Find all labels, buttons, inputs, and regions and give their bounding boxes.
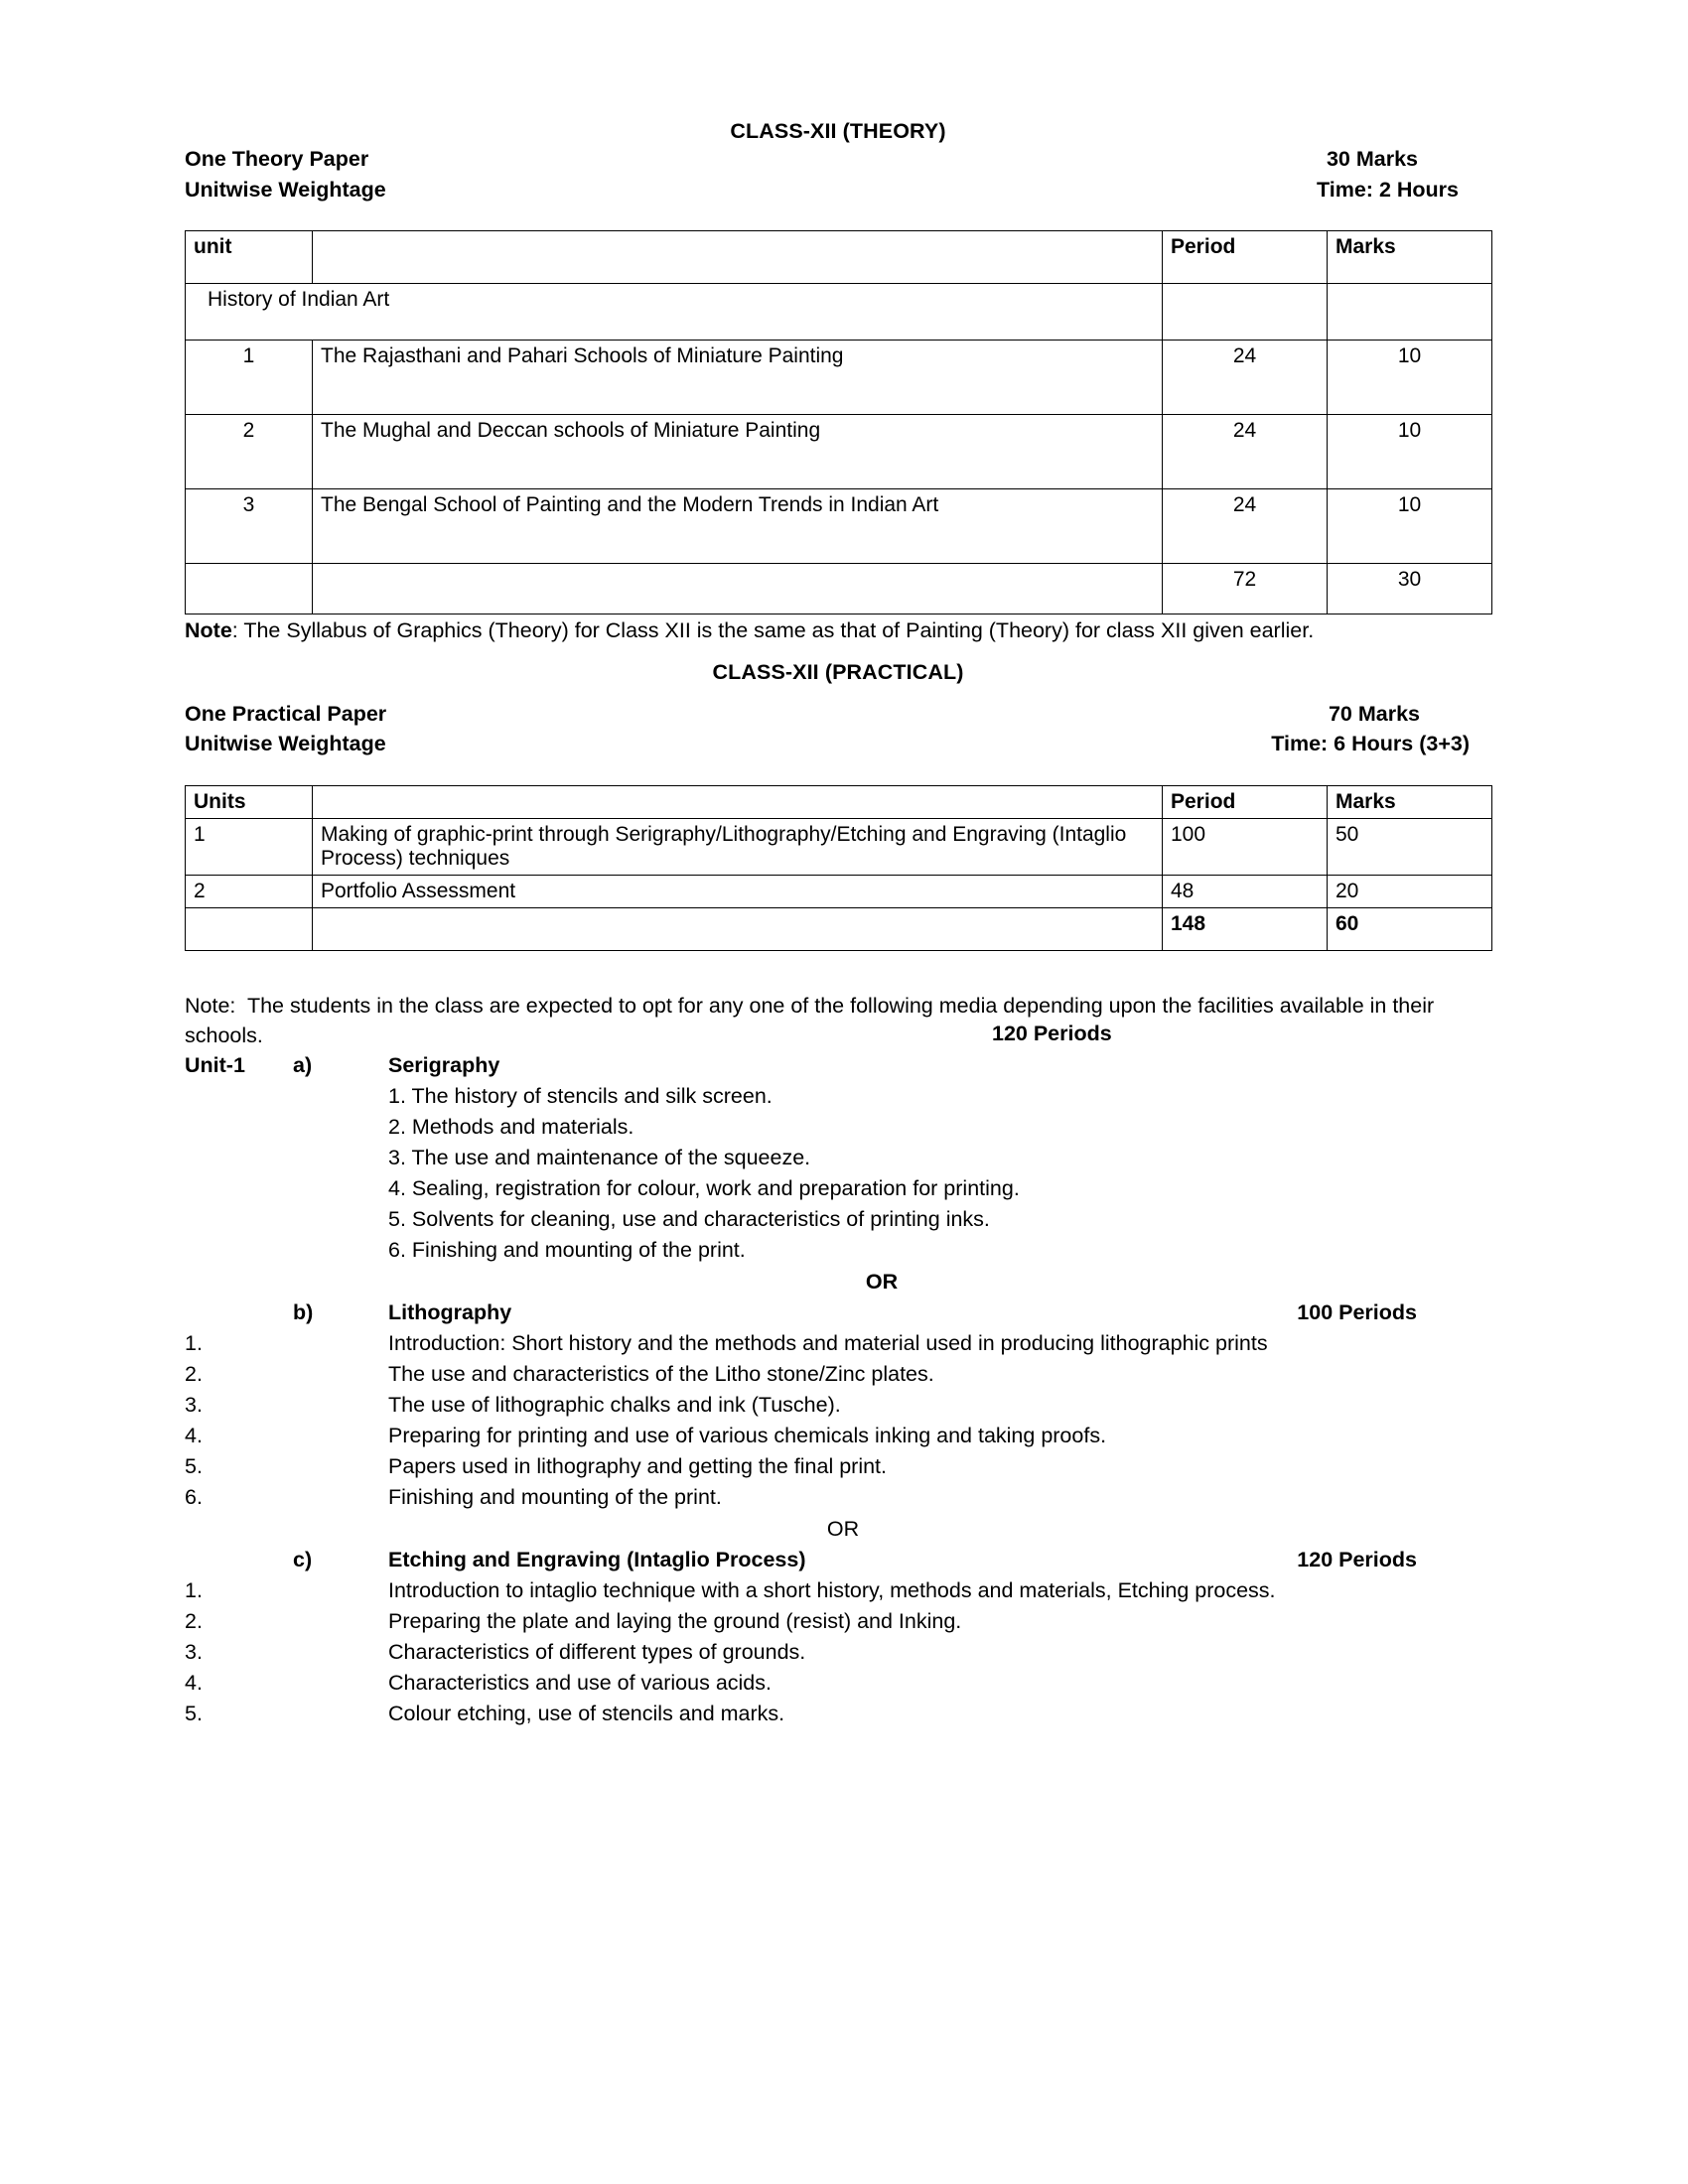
- cell-period: 48: [1163, 875, 1328, 907]
- list-item-number: 1.: [185, 1331, 203, 1356]
- list-item-number: 5.: [185, 1454, 203, 1479]
- total-unit: [186, 564, 313, 614]
- list-item: [185, 1390, 1491, 1421]
- cell-marks: 50: [1328, 818, 1492, 875]
- list-item: [185, 1606, 1491, 1637]
- practical-weightage-table: [185, 785, 1492, 951]
- practical-paper-label: One Practical Paper: [185, 701, 387, 726]
- section-header-serigraphy: [185, 1050, 1491, 1081]
- section-label-history: History of Indian Art: [186, 284, 1163, 341]
- list-item-text: Characteristics and use of various acids.: [388, 1671, 772, 1696]
- column-header-period: Period: [1163, 785, 1328, 818]
- practical-time-label: Time: 6 Hours (3+3): [1271, 732, 1470, 756]
- total-description: [313, 564, 1163, 614]
- section-title-lithography: Lithography: [388, 1300, 512, 1325]
- list-item-text: Preparing for printing and use of various chemicals inking and taking proofs.: [388, 1424, 1107, 1448]
- theory-note-text: : The Syllabus of Graphics (Theory) for Class XII is the same as that of Painting (Theory) for class XII given earlier.: [231, 618, 1315, 643]
- list-item-text: Introduction to intaglio technique with a short history, methods and materials, Etching process.: [388, 1578, 1276, 1603]
- or-divider-1: OR: [865, 1269, 899, 1294]
- cell-unit: 2: [186, 415, 313, 489]
- practical-note-text: The students in the class are expected to opt for any one of the following media depending upon the facilities available in their schools.: [185, 993, 1435, 1047]
- lithography-item-list: [185, 1328, 1491, 1513]
- list-item-text: Papers used in lithography and getting the final print.: [388, 1454, 887, 1479]
- table-total-row: [186, 564, 1492, 614]
- list-item-number: 2.: [185, 1362, 203, 1387]
- list-item-number: 5.: [185, 1702, 203, 1726]
- list-item: 5. Solvents for cleaning, use and characteristics of printing inks.: [388, 1206, 990, 1231]
- list-item: [185, 1637, 1491, 1668]
- practical-note: [185, 991, 1491, 1050]
- table-header-row: [186, 231, 1492, 284]
- list-item: [185, 1699, 1491, 1729]
- column-header-marks: Marks: [1328, 785, 1492, 818]
- list-item: [185, 1482, 1491, 1513]
- cell-description: Making of graphic-print through Serigraphy/Lithography/Etching and Engraving (Intaglio Process) techniques: [313, 818, 1163, 875]
- list-item: [185, 1575, 1491, 1606]
- section-alpha-b: b): [293, 1300, 314, 1325]
- total-unit: [186, 907, 313, 950]
- serigraphy-item-list: [185, 1081, 1491, 1266]
- theory-marks-label: 30 Marks: [1326, 147, 1418, 171]
- total-marks: 30: [1328, 564, 1492, 614]
- section-header-lithography: [185, 1297, 1491, 1328]
- table-row: [186, 875, 1492, 907]
- section-header-etching: [185, 1545, 1491, 1575]
- column-header-period: Period: [1163, 231, 1328, 284]
- column-header-unit: unit: [186, 231, 313, 284]
- cell-unit: 3: [186, 489, 313, 564]
- section-title-serigraphy: Serigraphy: [388, 1052, 500, 1077]
- theory-section-title: CLASS-XII (THEORY): [730, 119, 946, 143]
- practical-header-line-2: [185, 729, 1491, 759]
- table-total-row: [186, 907, 1492, 950]
- cell-unit: 1: [186, 818, 313, 875]
- column-header-marks: Marks: [1328, 231, 1492, 284]
- cell-period: 24: [1163, 489, 1328, 564]
- cell-period: 24: [1163, 341, 1328, 415]
- cell-unit: 1: [186, 341, 313, 415]
- practical-marks-label: 70 Marks: [1328, 701, 1420, 726]
- practical-note-label: Note:: [185, 993, 236, 1018]
- column-header-description: [313, 231, 1163, 284]
- cell-unit: 2: [186, 875, 313, 907]
- table-row: [186, 341, 1492, 415]
- theory-header-line-1: [185, 144, 1491, 175]
- column-header-description: [313, 785, 1163, 818]
- list-item: 3. The use and maintenance of the squeeze.: [388, 1145, 811, 1169]
- list-item-text: Colour etching, use of stencils and marks.: [388, 1702, 785, 1726]
- total-period: 72: [1163, 564, 1328, 614]
- theory-weightage-table: [185, 230, 1492, 614]
- list-item-number: 1.: [185, 1578, 203, 1603]
- theory-time-label: Time: 2 Hours: [1317, 177, 1459, 202]
- cell-period: 24: [1163, 415, 1328, 489]
- list-item-text: Finishing and mounting of the print.: [388, 1484, 722, 1509]
- list-item: [185, 1328, 1491, 1359]
- practical-weightage-label: Unitwise Weightage: [185, 732, 386, 756]
- list-item: [185, 1421, 1491, 1451]
- theory-weightage-label: Unitwise Weightage: [185, 177, 386, 202]
- list-item: [185, 1451, 1491, 1482]
- list-item-text: The use and characteristics of the Litho stone/Zinc plates.: [388, 1362, 934, 1387]
- list-item: 2. Methods and materials.: [388, 1115, 634, 1140]
- unit-label: Unit-1: [185, 1052, 245, 1077]
- table-row-section-label: [186, 284, 1492, 341]
- cell-marks: 10: [1328, 415, 1492, 489]
- list-item-number: 4.: [185, 1671, 203, 1696]
- theory-note-label: Note: [185, 618, 232, 643]
- list-item: 6. Finishing and mounting of the print.: [388, 1237, 746, 1262]
- column-header-units: Units: [186, 785, 313, 818]
- list-item: 4. Sealing, registration for colour, work and preparation for printing.: [388, 1175, 1020, 1200]
- cell-marks: 20: [1328, 875, 1492, 907]
- table-row: [186, 415, 1492, 489]
- table-row: [186, 489, 1492, 564]
- cell-description: The Mughal and Deccan schools of Miniature Painting: [313, 415, 1163, 489]
- theory-note: [185, 616, 1491, 646]
- cell-marks: 10: [1328, 489, 1492, 564]
- list-item: [185, 1668, 1491, 1699]
- document-content: [185, 119, 1491, 1729]
- list-item: [185, 1359, 1491, 1390]
- cell-description: Portfolio Assessment: [313, 875, 1163, 907]
- practical-note-periods: 120 Periods: [992, 1021, 1112, 1045]
- list-item-number: 6.: [185, 1484, 203, 1509]
- list-item-number: 2.: [185, 1609, 203, 1634]
- list-item-number: 3.: [185, 1393, 203, 1418]
- etching-item-list: [185, 1575, 1491, 1729]
- section-alpha-c: c): [293, 1548, 313, 1572]
- cell-period: 100: [1163, 818, 1328, 875]
- list-item-number: 3.: [185, 1640, 203, 1665]
- total-description: [313, 907, 1163, 950]
- section-period-empty: [1163, 284, 1328, 341]
- practical-header-line-1: [185, 699, 1491, 730]
- cell-description: The Bengal School of Painting and the Modern Trends in Indian Art: [313, 489, 1163, 564]
- section-title-etching: Etching and Engraving (Intaglio Process): [388, 1548, 806, 1572]
- theory-header-line-2: [185, 175, 1491, 205]
- section-periods-lithography: 100 Periods: [1297, 1300, 1417, 1325]
- table-header-row: [186, 785, 1492, 818]
- list-item-text: Introduction: Short history and the methods and material used in producing lithographic prints: [388, 1331, 1268, 1356]
- cell-description: The Rajasthani and Pahari Schools of Miniature Painting: [313, 341, 1163, 415]
- list-item-text: Preparing the plate and laying the ground (resist) and Inking.: [388, 1609, 962, 1634]
- section-marks-empty: [1328, 284, 1492, 341]
- list-item: 1. The history of stencils and silk screen.: [388, 1084, 773, 1109]
- list-item-text: The use of lithographic chalks and ink (Tusche).: [388, 1393, 841, 1418]
- list-item-number: 4.: [185, 1424, 203, 1448]
- list-item-text: Characteristics of different types of grounds.: [388, 1640, 806, 1665]
- section-periods-etching: 120 Periods: [1297, 1548, 1417, 1572]
- total-period: 148: [1163, 907, 1328, 950]
- theory-paper-label: One Theory Paper: [185, 147, 369, 171]
- section-alpha-a: a): [293, 1052, 313, 1077]
- cell-marks: 10: [1328, 341, 1492, 415]
- table-row: [186, 818, 1492, 875]
- or-divider-2: OR: [826, 1516, 860, 1541]
- practical-section-title: CLASS-XII (PRACTICAL): [712, 659, 964, 684]
- total-marks: 60: [1328, 907, 1492, 950]
